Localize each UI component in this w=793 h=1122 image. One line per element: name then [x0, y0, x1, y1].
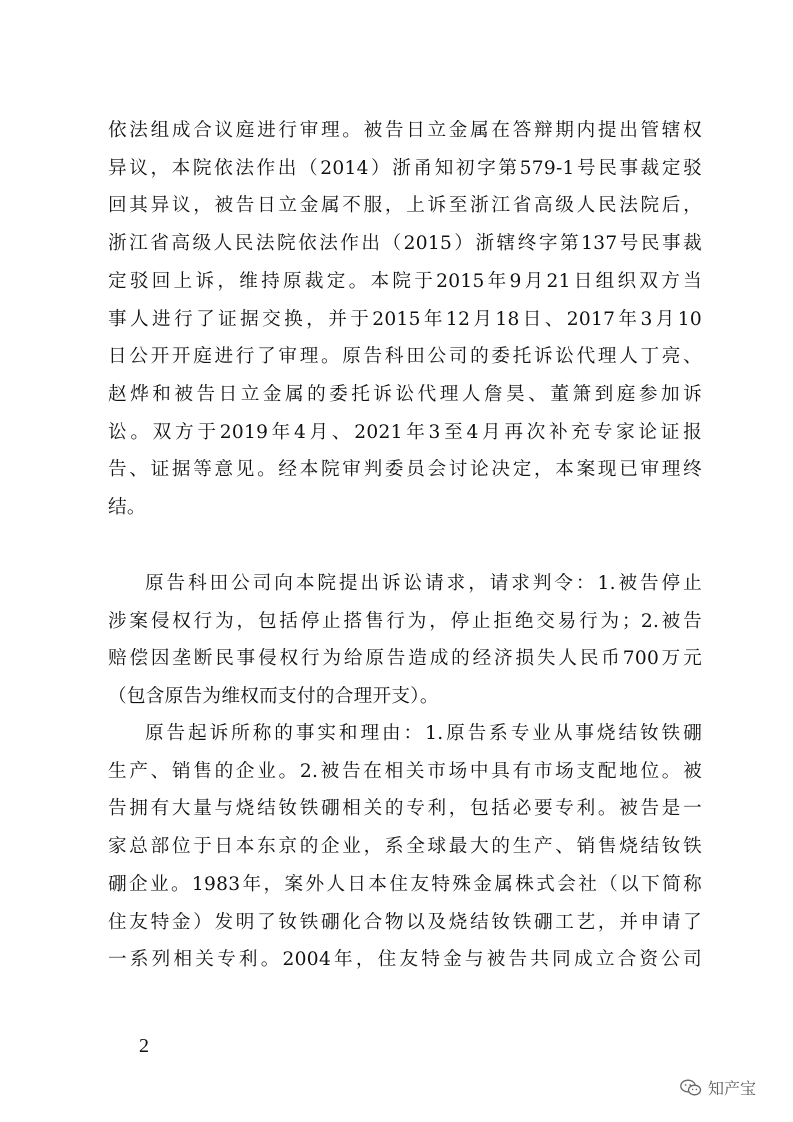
text-line: 生产、销售的企业。2.被告在相关市场中具有市场支配地位。被	[108, 760, 702, 782]
text-line: 事人进行了证据交换，并于2015年12月18日、2017年3月10	[108, 308, 702, 330]
text-line: 赔偿因垄断民事侵权行为给原告造成的经济损失人民币700万元	[108, 648, 702, 670]
text-line: 定驳回上诉，维持原裁定。本院于2015年9月21日组织双方当	[108, 270, 702, 292]
paragraph-2	[108, 565, 702, 716]
page-number: 2	[139, 1035, 149, 1057]
text-line: 告拥有大量与烧结钕铁硼相关的专利，包括必要专利。被告是一	[108, 798, 702, 820]
text-line: 浙江省高级人民法院依法作出（2015）浙辖终字第137号民事裁	[108, 233, 702, 255]
text-line: 告、证据等意见。经本院审判委员会讨论决定，本案现已审理终	[108, 459, 702, 481]
text-line: （包含原告为维权而支付的合理开支）。	[108, 686, 439, 708]
text-line: 结。	[108, 497, 146, 519]
text-line: 依法组成合议庭进行审理。被告日立金属在答辩期内提出管辖权	[108, 120, 702, 141]
text-line: 硼企业。1983年，案外人日本住友特殊金属株式会社（以下简称	[108, 873, 702, 895]
text-line: 回其异议，被告日立金属不服，上诉至浙江省高级人民法院后，	[108, 195, 702, 217]
text-line: 原告起诉所称的事实和理由：1.原告系专业从事烧结钕铁硼	[145, 723, 702, 744]
text-line: 日公开开庭进行了审理。原告科田公司的委托诉讼代理人丁亮、	[108, 346, 702, 368]
text-line: 住友特金）发明了钕铁硼化合物以及烧结钕铁硼工艺，并申请了	[108, 911, 702, 933]
text-line: 家总部位于日本东京的企业，系全球最大的生产、销售烧结钕铁	[108, 836, 702, 858]
paragraph-3	[108, 715, 702, 979]
text-line: 讼。双方于2019年4月、2021年3至4月再次补充专家论证报	[108, 421, 702, 443]
text-line: 赵烨和被告日立金属的委托诉讼代理人詹昊、董箫到庭参加诉	[108, 383, 702, 405]
text-line: 原告科田公司向本院提出诉讼请求，请求判令：1.被告停止	[145, 573, 702, 594]
wechat-icon	[680, 1079, 702, 1097]
watermark	[680, 1076, 756, 1099]
text-line: 涉案侵权行为，包括停止搭售行为，停止拒绝交易行为；2.被告	[108, 610, 702, 632]
paragraph-1	[108, 112, 702, 527]
watermark-text: 知产宝	[708, 1079, 757, 1098]
text-line: 一系列相关专利。2004年，住友特金与被告共同成立合资公司	[108, 949, 702, 971]
text-line: 异议，本院依法作出（2014）浙甬知初字第579-1号民事裁定驳	[108, 157, 702, 179]
